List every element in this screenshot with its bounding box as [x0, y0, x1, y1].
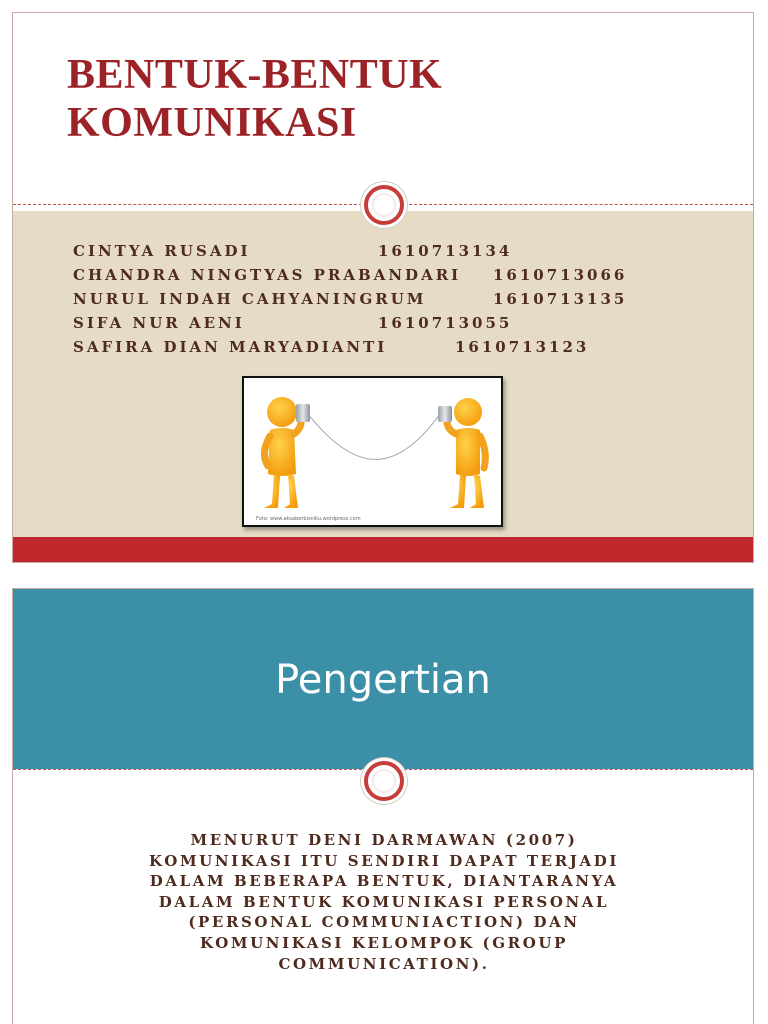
title-line-1: BENTUK-BENTUK — [67, 52, 443, 98]
slide-2 — [12, 588, 754, 1024]
member-row — [73, 242, 513, 260]
footer-band — [13, 537, 753, 563]
member-name: CINTYA RUSADI — [73, 242, 251, 260]
ring-ornament-icon — [364, 185, 404, 225]
communication-picture — [242, 376, 503, 527]
member-name: NURUL INDAH CAHYANINGRUM — [73, 290, 427, 308]
member-row — [73, 338, 590, 356]
member-nim: 1610713123 — [455, 338, 590, 356]
member-nim: 1610713066 — [493, 266, 628, 284]
tin-can-phone-illustration-icon — [248, 382, 497, 521]
slide-1 — [12, 12, 754, 563]
picture-credit: Foto: www.aksaberbisniku.wordpress.com — [256, 516, 361, 522]
member-row — [73, 266, 628, 284]
right-figure — [438, 398, 485, 508]
member-row — [73, 290, 628, 308]
ring-ornament-icon — [364, 761, 404, 801]
member-nim: 1610713135 — [493, 290, 628, 308]
body-text: MENURUT DENI DARMAWAN (2007) KOMUNIKASI ITU SENDIRI DAPAT TERJADI DALAM BEBERAPA BENTUK, DIANTARANYA DALAM BENTUK KOMUNIKASI PERSONAL (PERSONAL COMMUNIACTION) DAN KOMUNIKASI KELOMPOK (GROUP COMMUNICATION). — [149, 831, 619, 973]
title-line-2: KOMUNIKASI — [67, 100, 357, 146]
member-name: SIFA NUR AENI — [73, 314, 245, 332]
slide-title: Pengertian — [275, 657, 491, 703]
member-name: SAFIRA DIAN MARYADIANTI — [73, 338, 388, 356]
title-header — [13, 589, 753, 769]
member-nim: 1610713134 — [378, 242, 513, 260]
member-name: CHANDRA NINGTYAS PRABANDARI — [73, 266, 462, 284]
left-figure — [264, 397, 310, 508]
member-row — [73, 314, 513, 332]
slide-title — [67, 51, 442, 147]
member-nim: 1610713055 — [378, 314, 513, 332]
